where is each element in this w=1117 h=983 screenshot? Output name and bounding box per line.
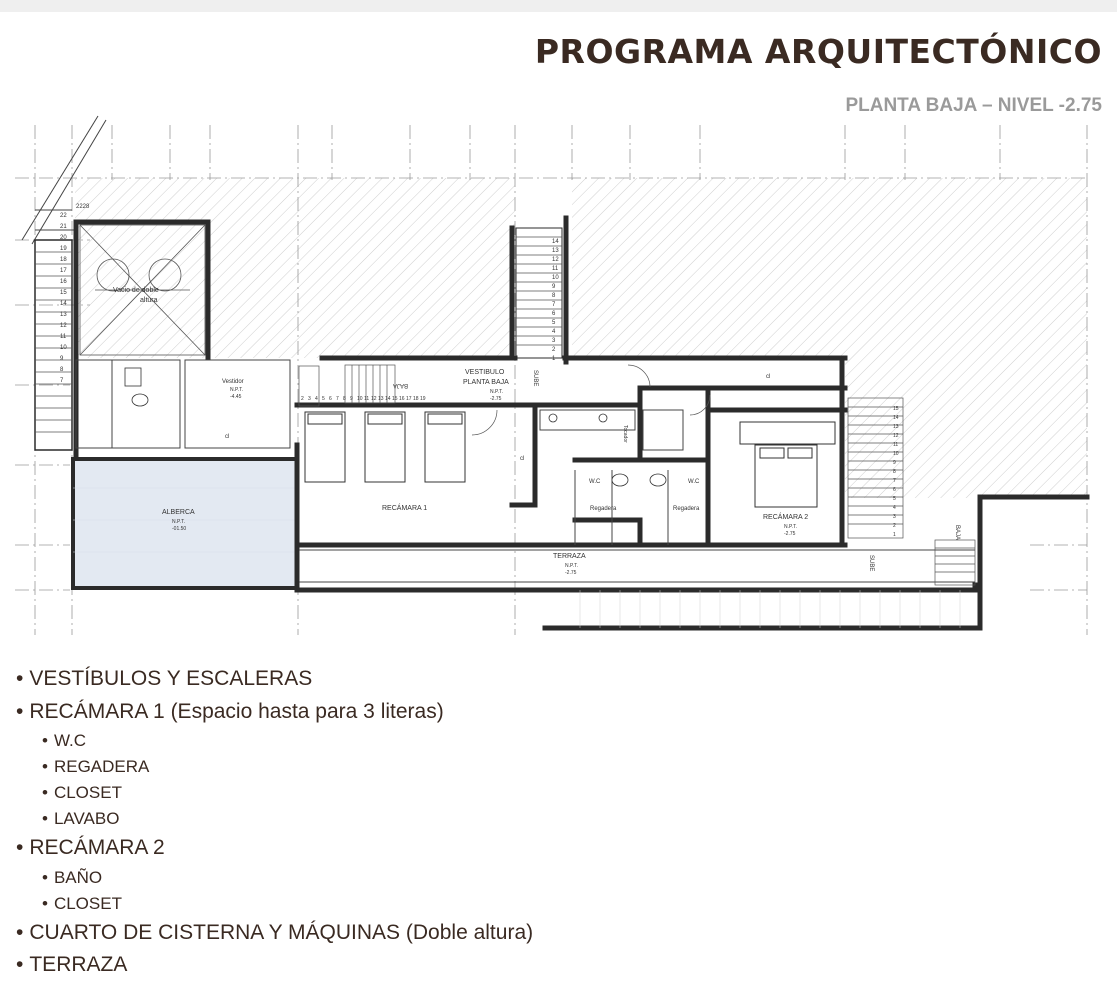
label-regadera2: Regadera xyxy=(673,506,700,512)
label-alberca-level: -01.50 xyxy=(172,526,187,532)
stair-step-number: 14 xyxy=(60,301,67,307)
bullet-icon: • xyxy=(42,731,48,750)
program-subitem-regadera: • REGADERA xyxy=(16,755,533,781)
label-cl3: cl xyxy=(520,456,525,462)
stair-step-number: 15 xyxy=(60,290,67,296)
stair-step-number: 7 xyxy=(60,378,64,384)
stair-step-number: 1 xyxy=(893,532,896,538)
stair-step-number: 11 xyxy=(893,442,899,448)
stair-step-number: 2 xyxy=(552,347,556,353)
stair-step-number: 6 xyxy=(329,396,332,402)
stair-step-number: 22 xyxy=(60,213,67,219)
program-item-recamara1: • RECÁMARA 1 (Espacio hasta para 3 literas) xyxy=(16,697,533,730)
label-baja1: BAJA xyxy=(392,382,408,388)
stair-step-number: 16 xyxy=(60,279,67,285)
stair-step-number: 20 xyxy=(60,235,67,241)
label-alberca-npt: N.P.T. xyxy=(172,519,185,525)
stair-numbers-center xyxy=(552,239,559,362)
label-alberca: ALBERCA xyxy=(162,509,195,516)
pool xyxy=(73,459,297,588)
bullet-icon: • xyxy=(42,757,48,776)
stair-step-number: 13 xyxy=(893,424,899,430)
label-vacio-altura: altura xyxy=(140,297,158,304)
stair-step-number: 14 xyxy=(552,239,559,245)
program-item-cisterna: • CUARTO DE CISTERNA Y MÁQUINAS (Doble altura) xyxy=(16,918,533,951)
label-npt-vestibulo: N.P.T. xyxy=(490,389,503,395)
stair-step-number: 1 xyxy=(552,356,556,362)
hatch-zone-left xyxy=(75,178,515,358)
stair-step-number: 3 xyxy=(308,396,311,402)
stair-step-number: 11 xyxy=(60,334,67,340)
stair-step-number: 14 xyxy=(385,396,391,402)
hatch-zone-right xyxy=(572,178,1087,358)
bullet-icon: • xyxy=(42,783,48,802)
stair-step-number: 6 xyxy=(552,311,556,317)
stair-step-number: 19 xyxy=(420,396,426,402)
program-subitem-closet-2: • CLOSET xyxy=(16,892,533,918)
program-list xyxy=(16,664,533,983)
label-vestibulo: VESTIBULO xyxy=(465,369,505,376)
stair-step-number: 18 xyxy=(60,257,67,263)
stair-step-number: 2 xyxy=(893,523,896,529)
stair-step-number: 17 xyxy=(60,268,67,274)
label-terraza: TERRAZA xyxy=(553,553,586,560)
stair-numbers-left xyxy=(60,213,67,384)
stair-step-number: 2 xyxy=(301,396,304,402)
bullet-icon: • xyxy=(42,867,48,887)
bullet-icon: • xyxy=(16,667,24,690)
label-vacio: Vacio de doble xyxy=(113,287,159,294)
program-subitem-bano: • BAÑO xyxy=(16,866,533,892)
label-level-vestibulo: -2.75 xyxy=(490,396,502,402)
double-bed xyxy=(740,422,835,507)
label-recamara2-level: -2.75 xyxy=(784,531,796,537)
stair-step-number: 10 xyxy=(60,345,67,351)
stair-numbers-bottom xyxy=(301,396,426,402)
stair-step-number: 8 xyxy=(343,396,346,402)
label-terraza-npt: N.P.T. xyxy=(565,563,578,569)
stair-step-number: 19 xyxy=(60,246,67,252)
page-title: PROGRAMA ARQUITECTÓNICO xyxy=(534,32,1102,71)
top-bar xyxy=(0,0,1117,12)
stair-step-number: 13 xyxy=(378,396,384,402)
stair-step-number: 5 xyxy=(893,496,896,502)
bullet-icon: • xyxy=(16,953,24,976)
bullet-icon: • xyxy=(42,809,48,828)
stair-step-number: 9 xyxy=(893,460,896,466)
floor-plan xyxy=(0,112,1117,644)
stair-step-number: 9 xyxy=(350,396,353,402)
stair-step-number: 14 xyxy=(893,415,899,421)
label-stair-top: 2228 xyxy=(76,204,90,210)
label-regadera1: Regadera xyxy=(590,506,617,512)
label-sube1: SUBE xyxy=(532,370,538,387)
bullet-icon: • xyxy=(16,836,24,859)
label-planta-baja: PLANTA BAJA xyxy=(463,379,509,386)
stair-step-number: 13 xyxy=(60,312,67,318)
hatch-zone-far-right xyxy=(845,358,1087,498)
stair-step-number: 9 xyxy=(60,356,64,362)
bullet-icon: • xyxy=(42,893,48,913)
bullet-icon: • xyxy=(16,699,24,723)
stair-step-number: 17 xyxy=(406,396,412,402)
stair-step-number: 11 xyxy=(552,266,559,272)
label-baja2: BAJA xyxy=(954,525,960,541)
stair-step-number: 7 xyxy=(552,302,556,308)
stair-step-number: 6 xyxy=(893,487,896,493)
bullet-icon: • xyxy=(16,920,24,944)
label-recamara2-npt: N.P.T. xyxy=(784,524,797,530)
program-subitem-wc: • W.C xyxy=(16,729,533,755)
label-wc1: W.C xyxy=(589,479,601,485)
label-cl1: cl xyxy=(766,374,771,380)
label-level-vestidor: -4.45 xyxy=(230,394,242,400)
stair-step-number: 3 xyxy=(552,338,556,344)
stair-step-number: 8 xyxy=(60,367,64,373)
stair-step-number: 21 xyxy=(60,224,67,230)
stair-step-number: 10 xyxy=(552,275,559,281)
stair-step-number: 8 xyxy=(552,293,556,299)
stair-step-number: 10 xyxy=(893,451,899,457)
stair-step-number: 11 xyxy=(364,396,370,402)
stair-step-number: 4 xyxy=(552,329,556,335)
right-lower-stair xyxy=(935,540,975,585)
stair-step-number: 5 xyxy=(322,396,325,402)
stair-step-number: 4 xyxy=(315,396,318,402)
stair-step-number: 3 xyxy=(893,514,896,520)
label-recamara2: RECÁMARA 2 xyxy=(763,514,809,521)
stair-step-number: 9 xyxy=(552,284,556,290)
program-item-vestibulos: • VESTÍBULOS Y ESCALERAS xyxy=(16,664,533,697)
program-subitem-closet: • CLOSET xyxy=(16,781,533,807)
label-recamara1: RECÁMARA 1 xyxy=(382,505,428,512)
label-npt-vestidor: N.P.T. xyxy=(230,387,243,393)
page-subtitle: PLANTA BAJA – NIVEL -2.75 xyxy=(845,95,1102,116)
terrace-stripes xyxy=(580,590,960,628)
label-wc2: W.C xyxy=(688,479,700,485)
stair-step-number: 13 xyxy=(552,248,559,254)
stair-step-number: 7 xyxy=(336,396,339,402)
stair-step-number: 15 xyxy=(893,406,899,412)
stair-step-number: 16 xyxy=(399,396,405,402)
stair-step-number: 12 xyxy=(371,396,377,402)
program-item-recamara2: • RECÁMARA 2 xyxy=(16,833,533,866)
label-sube2: SUBE xyxy=(868,555,874,572)
door-swings xyxy=(472,365,710,435)
stair-step-number: 12 xyxy=(60,323,67,329)
label-terraza-level: -2.75 xyxy=(565,570,577,576)
stair-step-number: 8 xyxy=(893,469,896,475)
bunk-beds xyxy=(305,412,465,482)
stair-step-number: 7 xyxy=(893,478,896,484)
stair-step-number: 18 xyxy=(413,396,419,402)
label-vestidor: Vestidor xyxy=(222,379,244,385)
stair-step-number: 4 xyxy=(893,505,896,511)
stair-step-number: 12 xyxy=(552,257,559,263)
program-item-terraza: • TERRAZA xyxy=(16,950,533,983)
label-cl2: cl xyxy=(225,434,230,440)
stair-step-number: 12 xyxy=(893,433,899,439)
program-subitem-lavabo: • LAVABO xyxy=(16,807,533,833)
stair-step-number: 10 xyxy=(357,396,363,402)
stair-step-number: 15 xyxy=(392,396,398,402)
label-tocador: Tocador xyxy=(622,425,628,443)
stair-step-number: 5 xyxy=(552,320,556,326)
